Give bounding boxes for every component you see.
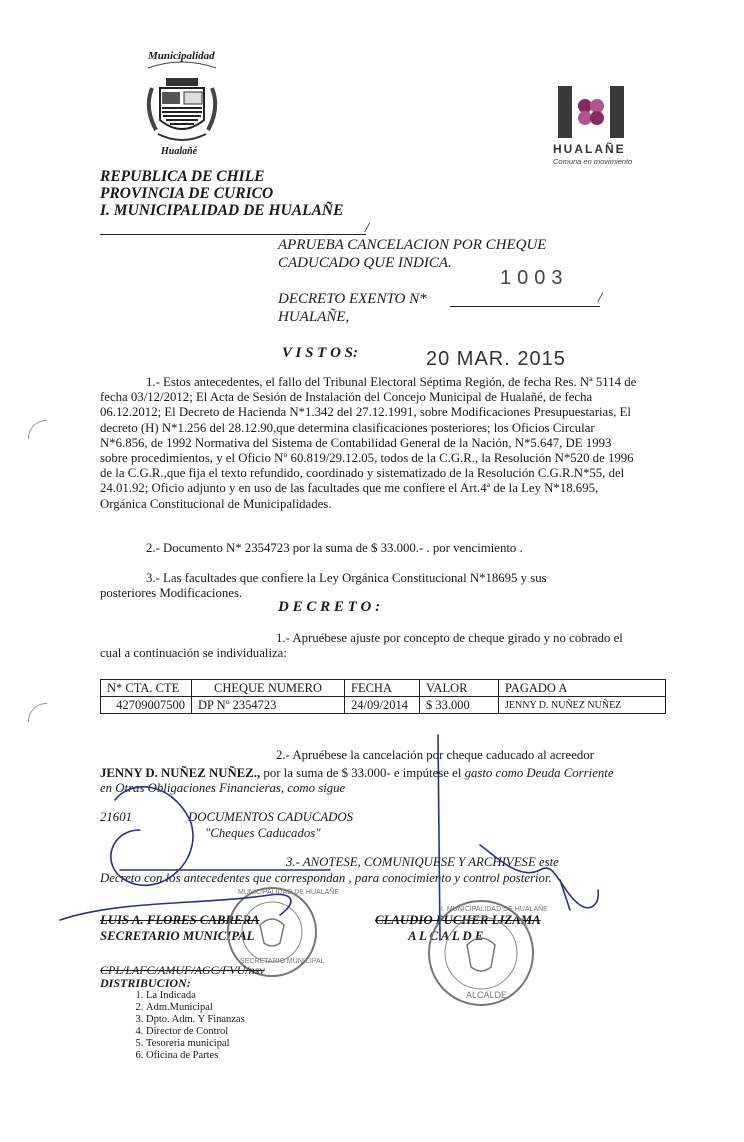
table-header-cell: N* CTA. CTE bbox=[101, 680, 192, 697]
table-header-cell: CHEQUE NUMERO bbox=[192, 680, 345, 697]
vistos-paragraph-2: 2.- Documento N* 2354723 por la suma de $ 33.000.- . por vencimiento . bbox=[146, 541, 523, 555]
table-cell: JENNY D. NUÑEZ NUÑEZ bbox=[499, 697, 666, 714]
table-cell: 42709007500 bbox=[101, 697, 192, 714]
list-item: 5. Tesoreria municipal bbox=[146, 1038, 245, 1050]
mayor-name: CLAUDIO PUCHER LIZAMA bbox=[375, 913, 541, 927]
subject-line2: CADUCADO QUE INDICA. bbox=[278, 255, 452, 271]
header-municipality: I. MUNICIPALIDAD DE HUALAÑE bbox=[100, 202, 344, 219]
mayor-title: A L C A L D E bbox=[408, 929, 484, 943]
item2-tail: e impútese el bbox=[393, 766, 465, 780]
date-stamp: 20 MAR. 2015 bbox=[426, 348, 566, 370]
decreto-item-3-rest: Decreto con los antecedentes que correspondan , para conocimiento y control posterior. bbox=[100, 871, 552, 885]
secretary-seal-top: MUNICIPALIDAD DE HUALAÑE bbox=[238, 889, 340, 896]
header-republic: REPUBLICA DE CHILE bbox=[100, 168, 265, 185]
distribution-list bbox=[108, 990, 245, 1062]
list-item: 2. Adm.Municipal bbox=[146, 1002, 245, 1014]
item2-amount: por la suma de $ 33.000- bbox=[260, 766, 394, 780]
vistos-heading: V I S T O S: bbox=[282, 345, 358, 361]
table-header-cell: VALOR bbox=[420, 680, 499, 697]
list-item: 6. Oficina de Partes bbox=[146, 1050, 245, 1062]
secretary-seal-bottom: SECRETARIO MUNICIPAL bbox=[240, 958, 325, 965]
vistos-paragraph-3: 3.- Las facultades que confiere la Ley Orgánica Constitucional N*18695 y sus posteriores Modificaciones. bbox=[100, 571, 547, 601]
decree-label: DECRETO EXENTO N* bbox=[278, 291, 427, 307]
crest-caption-bottom: Hualañé bbox=[161, 146, 198, 157]
decree-number-stamp: 1003 bbox=[500, 267, 569, 289]
table-cell: $ 33.000 bbox=[420, 697, 499, 714]
list-item: 1. La Indicada bbox=[146, 990, 245, 1002]
table-cell: DP Nº 2354723 bbox=[192, 697, 345, 714]
table-cell: 24/09/2014 bbox=[345, 697, 420, 714]
table-header-cell: FECHA bbox=[345, 680, 420, 697]
creditor-name: JENNY D. NUÑEZ NUÑEZ., bbox=[100, 766, 261, 780]
account-code: 21601 bbox=[100, 810, 132, 824]
distribution-heading: DISTRIBUCION: bbox=[100, 976, 191, 990]
decreto-item-2-lead: 2.- Apruébese la cancelación por cheque caducado al acreedor bbox=[276, 748, 594, 762]
table-header-cell: PAGADO A bbox=[499, 680, 666, 697]
decreto-item-1: 1.- Apruébese ajuste por concepto de cheque girado y no cobrado el cual a continuación se individualiza: bbox=[100, 631, 623, 661]
account-name: DOCUMENTOS CADUCADOS bbox=[188, 810, 354, 824]
decree-rule-slash: / bbox=[598, 290, 603, 306]
secretary-title: SECRETARIO MUNICIPAL bbox=[100, 929, 255, 943]
account-sub: "Cheques Caducados" bbox=[205, 826, 321, 840]
list-item: 4. Director de Control bbox=[146, 1026, 245, 1038]
item2-italic: gasto como Deuda Corriente en Otras Obligaciones Financieras, como sigue bbox=[100, 766, 614, 796]
mayor-seal-bottom: ALCALDE bbox=[466, 990, 508, 1000]
header-rule-slash: / bbox=[365, 220, 370, 236]
subject-line1: APRUEBA CANCELACION POR CHEQUE bbox=[278, 237, 547, 253]
decreto-heading: D E C R E T O : bbox=[278, 599, 381, 615]
logo-name: HUALAÑE bbox=[553, 142, 626, 156]
vistos-paragraph-1: 1.- Estos antecedentes, el fallo del Tribunal Electoral Séptima Región, de fecha Res. Nª 5114 de fecha 03/12/2012; El Acta de Sesión de Instalación del Concejo Municipal de Hualañé, de fecha 06.12.2012; El Decreto de Hacienda N*1.342 del 27.12.1991, sobre Modificaciones Presupuestarias, El decreto (H) N*1.256 del 28.12.90,que determina clasificaciones posteriores; los Oficios Circular N*6.856, de 1992 Normativa del Sistema de Contabilidad General de la Nación, N*5.647, DE 1993 sobre procedimientos, y el Oficio Nº 60.819/29.12.05, todos de la C.G.R., la Resolución N*520 de 1996 de la C.G.R.,que fija el texto refundido, coordinado y sistematizado de la Resolución C.G.R.N*55, del 24.01.92; Oficio adjunto y en uso de las facultades que me confiere el Art.4ª de la Ley N*18.695, Orgánica Constitucional de Municipalidades. bbox=[100, 375, 637, 511]
decreto-item-3-lead: 3.- ANOTESE, COMUNIQUESE Y ARCHIVESE este bbox=[286, 855, 559, 869]
mayor-seal-top: I. MUNICIPALIDAD DE HUALAÑE bbox=[441, 906, 548, 913]
place: HUALAÑE, bbox=[278, 309, 350, 325]
header-province: PROVINCIA DE CURICO bbox=[100, 185, 274, 202]
initials: CPL/LAFC/AMUF/AGC/FVU/nsv bbox=[100, 963, 265, 977]
list-item: 3. Dpto. Adm. Y Finanzas bbox=[146, 1014, 245, 1026]
secretary-name: LUIS A. FLORES CABRERA bbox=[100, 913, 260, 927]
logo-tagline: Comuna en movimiento bbox=[553, 157, 633, 166]
crest-caption-top: Municipalidad bbox=[148, 50, 215, 62]
